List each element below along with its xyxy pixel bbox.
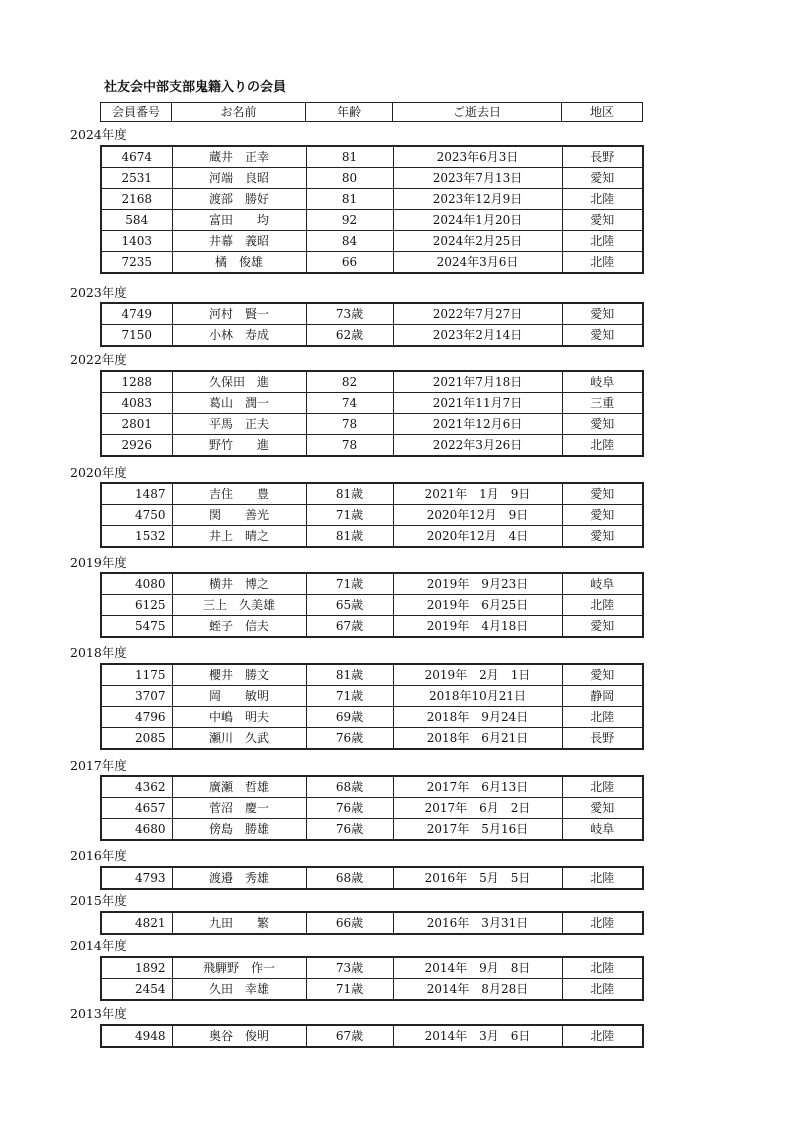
region-cell: 北陸 [562,595,643,616]
member-number-cell: 1532 [101,526,172,548]
member-number-cell: 2085 [101,728,172,750]
date-of-death-cell: 2014年 3月 6日 [393,1025,562,1047]
name-cell: 渡部 勝好 [172,189,306,210]
member-number-cell: 1288 [101,371,172,393]
region-cell: 愛知 [562,483,643,505]
date-of-death-cell: 2017年 6月13日 [393,776,562,798]
age-cell: 73歳 [306,303,393,325]
table-row [101,414,643,435]
column-header-row [101,103,643,122]
member-table [100,775,644,841]
date-of-death-cell: 2024年1月20日 [393,210,562,231]
table-row [101,189,643,210]
name-cell: 傍島 勝雄 [172,819,306,841]
member-table [100,145,644,274]
date-of-death-cell: 2017年 5月16日 [393,819,562,841]
date-of-death-cell: 2021年 1月 9日 [393,483,562,505]
age-cell: 82 [306,371,393,393]
region-cell: 岐阜 [562,819,643,841]
fiscal-year-label: 2020年度 [70,465,127,480]
region-cell: 静岡 [562,686,643,707]
member-number-cell: 2168 [101,189,172,210]
age-cell: 66 [306,252,393,274]
table-row [101,819,643,841]
name-cell: 野竹 進 [172,435,306,457]
region-cell: 愛知 [562,798,643,819]
table-row [101,798,643,819]
region-cell: 北陸 [562,912,643,934]
date-of-death-cell: 2020年12月 9日 [393,505,562,526]
region-cell: 北陸 [562,707,643,728]
name-cell: 葛山 潤一 [172,393,306,414]
date-of-death-cell: 2018年 9月24日 [393,707,562,728]
member-number-cell: 4083 [101,393,172,414]
header-name: お名前 [172,103,306,122]
name-cell: 吉住 豊 [172,483,306,505]
region-cell: 岐阜 [562,371,643,393]
fiscal-year-label: 2013年度 [70,1006,127,1021]
age-cell: 71歳 [306,573,393,595]
fiscal-year-label: 2017年度 [70,758,127,773]
age-cell: 81歳 [306,664,393,686]
table-row [101,616,643,638]
region-cell: 北陸 [562,867,643,889]
date-of-death-cell: 2022年3月26日 [393,435,562,457]
age-cell: 66歳 [306,912,393,934]
name-cell: 久田 幸雄 [172,979,306,1001]
column-header-table [100,102,643,122]
member-table [100,482,644,548]
member-number-cell: 4821 [101,912,172,934]
age-cell: 74 [306,393,393,414]
name-cell: 九田 繁 [172,912,306,934]
date-of-death-cell: 2021年11月7日 [393,393,562,414]
age-cell: 62歳 [306,325,393,347]
name-cell: 渡邉 秀雄 [172,867,306,889]
region-cell: 北陸 [562,957,643,979]
member-number-cell: 2926 [101,435,172,457]
member-number-cell: 2801 [101,414,172,435]
table-row [101,573,643,595]
age-cell: 76歳 [306,728,393,750]
table-row [101,526,643,548]
member-number-cell: 4793 [101,867,172,889]
name-cell: 井幕 義昭 [172,231,306,252]
table-row [101,776,643,798]
name-cell: 廣瀬 哲雄 [172,776,306,798]
fiscal-year-label: 2015年度 [70,893,127,908]
table-row [101,912,643,934]
date-of-death-cell: 2014年 8月28日 [393,979,562,1001]
table-row [101,168,643,189]
date-of-death-cell: 2019年 2月 1日 [393,664,562,686]
age-cell: 71歳 [306,979,393,1001]
date-of-death-cell: 2016年 5月 5日 [393,867,562,889]
date-of-death-cell: 2019年 9月23日 [393,573,562,595]
age-cell: 81歳 [306,483,393,505]
name-cell: 平馬 正夫 [172,414,306,435]
date-of-death-cell: 2019年 4月18日 [393,616,562,638]
region-cell: 北陸 [562,189,643,210]
region-cell: 北陸 [562,231,643,252]
member-table [100,302,644,347]
date-of-death-cell: 2023年2月14日 [393,325,562,347]
date-of-death-cell: 2023年7月13日 [393,168,562,189]
member-number-cell: 4680 [101,819,172,841]
date-of-death-cell: 2014年 9月 8日 [393,957,562,979]
region-cell: 愛知 [562,526,643,548]
name-cell: 河端 良昭 [172,168,306,189]
member-table [100,572,644,638]
age-cell: 65歳 [306,595,393,616]
table-row [101,393,643,414]
member-number-cell: 2454 [101,979,172,1001]
member-number-cell: 4796 [101,707,172,728]
member-number-cell: 4362 [101,776,172,798]
table-row [101,595,643,616]
date-of-death-cell: 2018年 6月21日 [393,728,562,750]
name-cell: 奥谷 俊明 [172,1025,306,1047]
region-cell: 愛知 [562,616,643,638]
name-cell: 中嶋 明夫 [172,707,306,728]
age-cell: 78 [306,414,393,435]
table-row [101,664,643,686]
table-row [101,210,643,231]
date-of-death-cell: 2018年10月21日 [393,686,562,707]
table-row [101,1025,643,1047]
age-cell: 84 [306,231,393,252]
member-number-cell: 584 [101,210,172,231]
member-table [100,866,644,890]
table-row [101,252,643,274]
fiscal-year-label: 2018年度 [70,645,127,660]
region-cell: 北陸 [562,776,643,798]
name-cell: 瀬川 久武 [172,728,306,750]
header-age: 年齢 [306,103,393,122]
table-row [101,303,643,325]
region-cell: 長野 [562,146,643,168]
name-cell: 岡 敏明 [172,686,306,707]
table-row [101,505,643,526]
age-cell: 67歳 [306,1025,393,1047]
region-cell: 愛知 [562,303,643,325]
member-number-cell: 4749 [101,303,172,325]
date-of-death-cell: 2021年7月18日 [393,371,562,393]
member-table [100,956,644,1001]
name-cell: 井上 晴之 [172,526,306,548]
region-cell: 愛知 [562,505,643,526]
table-row [101,435,643,457]
header-date-of-death: ご逝去日 [393,103,562,122]
age-cell: 81 [306,189,393,210]
fiscal-year-label: 2016年度 [70,848,127,863]
name-cell: 蛭子 信夫 [172,616,306,638]
region-cell: 北陸 [562,252,643,274]
region-cell: 北陸 [562,1025,643,1047]
name-cell: 三上 久美雄 [172,595,306,616]
table-row [101,231,643,252]
table-row [101,707,643,728]
name-cell: 飛騨野 作一 [172,957,306,979]
region-cell: 長野 [562,728,643,750]
table-row [101,867,643,889]
name-cell: 蔵井 正幸 [172,146,306,168]
table-row [101,146,643,168]
name-cell: 富田 均 [172,210,306,231]
table-row [101,371,643,393]
name-cell: 櫻井 勝文 [172,664,306,686]
region-cell: 愛知 [562,210,643,231]
fiscal-year-label: 2014年度 [70,938,127,953]
fiscal-year-label: 2023年度 [70,285,127,300]
date-of-death-cell: 2023年12月9日 [393,189,562,210]
region-cell: 北陸 [562,435,643,457]
header-region: 地区 [562,103,643,122]
region-cell: 愛知 [562,664,643,686]
region-cell: 愛知 [562,325,643,347]
age-cell: 71歳 [306,686,393,707]
age-cell: 81 [306,146,393,168]
member-number-cell: 1403 [101,231,172,252]
age-cell: 71歳 [306,505,393,526]
age-cell: 92 [306,210,393,231]
member-number-cell: 7235 [101,252,172,274]
member-number-cell: 4080 [101,573,172,595]
header-member-number: 会員番号 [101,103,172,122]
date-of-death-cell: 2022年7月27日 [393,303,562,325]
age-cell: 69歳 [306,707,393,728]
age-cell: 68歳 [306,867,393,889]
fiscal-year-label: 2019年度 [70,555,127,570]
table-row [101,686,643,707]
member-number-cell: 6125 [101,595,172,616]
member-table [100,1024,644,1048]
name-cell: 橘 俊雄 [172,252,306,274]
region-cell: 岐阜 [562,573,643,595]
name-cell: 久保田 進 [172,371,306,393]
member-number-cell: 3707 [101,686,172,707]
age-cell: 76歳 [306,798,393,819]
page-title: 社友会中部支部鬼籍入りの会員 [104,80,287,95]
member-number-cell: 2531 [101,168,172,189]
age-cell: 81歳 [306,526,393,548]
fiscal-year-label: 2022年度 [70,352,127,367]
member-number-cell: 5475 [101,616,172,638]
member-number-cell: 1892 [101,957,172,979]
member-number-cell: 4750 [101,505,172,526]
member-table [100,911,644,935]
member-number-cell: 4674 [101,146,172,168]
region-cell: 愛知 [562,168,643,189]
table-row [101,728,643,750]
region-cell: 愛知 [562,414,643,435]
date-of-death-cell: 2020年12月 4日 [393,526,562,548]
member-number-cell: 1487 [101,483,172,505]
date-of-death-cell: 2016年 3月31日 [393,912,562,934]
date-of-death-cell: 2021年12月6日 [393,414,562,435]
member-table [100,370,644,457]
table-row [101,957,643,979]
name-cell: 河村 賢一 [172,303,306,325]
age-cell: 80 [306,168,393,189]
date-of-death-cell: 2019年 6月25日 [393,595,562,616]
age-cell: 76歳 [306,819,393,841]
member-table [100,663,644,750]
member-number-cell: 7150 [101,325,172,347]
age-cell: 78 [306,435,393,457]
age-cell: 67歳 [306,616,393,638]
name-cell: 菅沼 慶一 [172,798,306,819]
fiscal-year-label: 2024年度 [70,127,127,142]
name-cell: 小林 寿成 [172,325,306,347]
name-cell: 横井 博之 [172,573,306,595]
member-number-cell: 4657 [101,798,172,819]
name-cell: 関 善光 [172,505,306,526]
table-row [101,979,643,1001]
member-number-cell: 4948 [101,1025,172,1047]
age-cell: 68歳 [306,776,393,798]
date-of-death-cell: 2023年6月3日 [393,146,562,168]
table-row [101,483,643,505]
table-row [101,325,643,347]
region-cell: 北陸 [562,979,643,1001]
date-of-death-cell: 2024年3月6日 [393,252,562,274]
region-cell: 三重 [562,393,643,414]
date-of-death-cell: 2024年2月25日 [393,231,562,252]
member-number-cell: 1175 [101,664,172,686]
date-of-death-cell: 2017年 6月 2日 [393,798,562,819]
age-cell: 73歳 [306,957,393,979]
